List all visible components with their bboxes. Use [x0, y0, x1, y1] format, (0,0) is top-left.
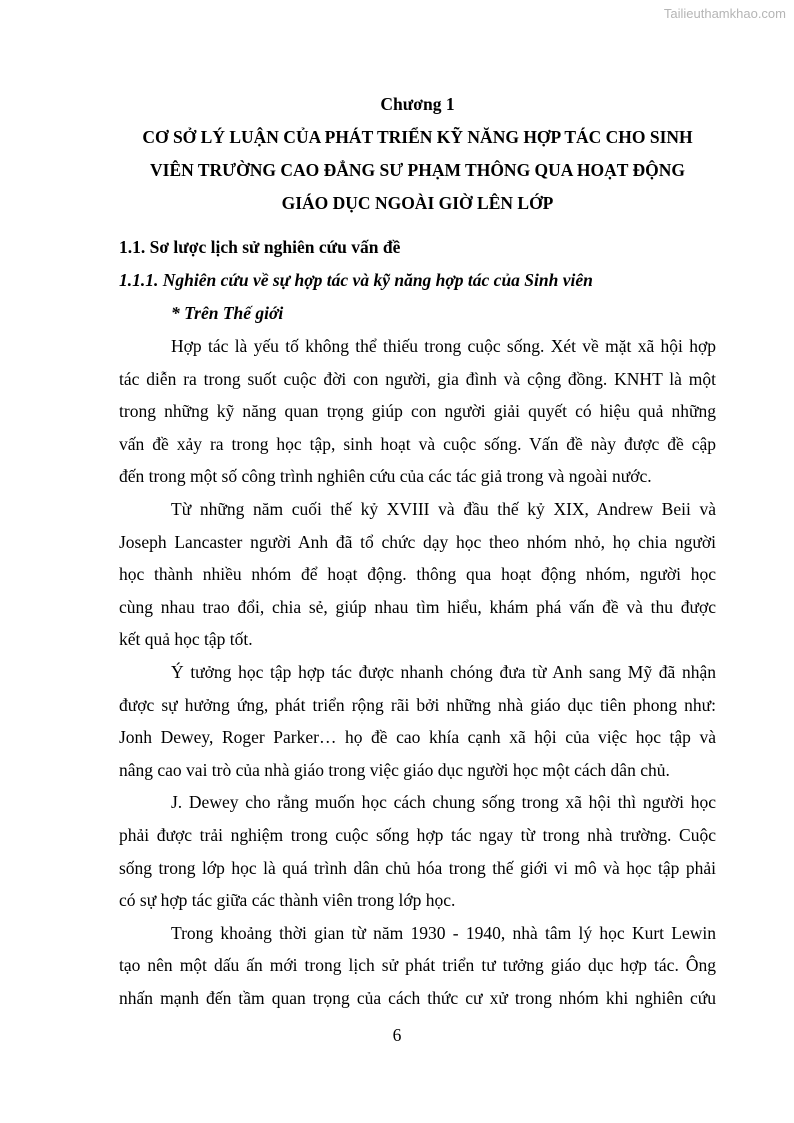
- section-heading: 1.1. Sơ lược lịch sử nghiên cứu vấn đề: [119, 237, 401, 257]
- chapter-label: Chương 1: [380, 94, 455, 114]
- text-line: tạo nên một dấu ấn mới trong lịch sử phát triển tư tưởng giáo dục hợp tác. Ông: [119, 955, 716, 976]
- chapter-title-line: GIÁO DỤC NGOÀI GIỜ LÊN LỚP: [281, 193, 554, 213]
- paragraph: [119, 917, 716, 1015]
- text-line: Trong khoảng thời gian từ năm 1930 - 1940, nhà tâm lý học Kurt Lewin: [171, 922, 716, 943]
- text-line: Jonh Dewey, Roger Parker… họ đề cao khía cạnh xã hội của việc học tập và: [119, 727, 716, 748]
- text-line: có sự hợp tác giữa các thành viên trong lớp học.: [119, 890, 456, 911]
- text-line: Ý tưởng học tập hợp tác được nhanh chóng đưa từ Anh sang Mỹ đã nhận: [171, 661, 716, 682]
- text-line: sống trong lớp học là quá trình dân chủ hóa trong thế giới vi mô và học tập phải: [119, 857, 716, 878]
- text-line: học thành nhiều nhóm để hoạt động. thông qua hoạt động nhóm, người học: [119, 564, 716, 585]
- text-line: kết quả học tập tốt.: [119, 629, 253, 650]
- text-line: Joseph Lancaster người Anh đã tổ chức dạy học theo nhóm nhỏ, họ chia người: [119, 531, 716, 552]
- text-line: J. Dewey cho rằng muốn học cách chung sống trong xã hội thì người học: [171, 792, 716, 813]
- text-line: phải được trải nghiệm trong cuộc sống hợp tác ngay từ trong nhà trường. Cuộc: [119, 824, 716, 845]
- text-line: được sự hưởng ứng, phát triển rộng rãi bởi những nhà giáo dục tiên phong như:: [119, 694, 716, 715]
- paragraph: [119, 493, 716, 656]
- text-line: cùng nhau trao đổi, chia sẻ, giúp nhau tìm hiểu, khám phá vấn đề và thu được: [119, 596, 716, 617]
- paragraph: [119, 656, 716, 786]
- text-line: đến trong một số công trình nghiên cứu của các tác giả trong và ngoài nước.: [119, 466, 652, 487]
- chapter-title-line: CƠ SỞ LÝ LUẬN CỦA PHÁT TRIỂN KỸ NĂNG HỢP TÁC CHO SINH: [142, 127, 693, 147]
- text-line: vấn đề xảy ra trong học tập, sinh hoạt và cuộc sống. Vấn đề này được đề cập: [119, 433, 716, 454]
- paragraph: [119, 330, 716, 493]
- chapter-title-line: VIÊN TRƯỜNG CAO ĐẲNG SƯ PHẠM THÔNG QUA HOẠT ĐỘNG: [150, 160, 685, 180]
- text-line: tác diễn ra trong suốt cuộc đời con người, gia đình và cộng đồng. KNHT là một: [119, 368, 716, 389]
- text-line: nâng cao vai trò của nhà giáo trong việc giáo dục người học một cách dân chủ.: [119, 759, 670, 780]
- text-line: trong những kỹ năng quan trọng giúp con người giải quyết có hiệu quả những: [119, 401, 716, 422]
- paragraph: [119, 786, 716, 916]
- chapter-title: [110, 121, 725, 220]
- text-line: Hợp tác là yếu tố không thể thiếu trong cuộc sống. Xét về mặt xã hội hợp: [171, 336, 716, 356]
- subsection-heading: 1.1.1. Nghiên cứu về sự hợp tác và kỹ năng hợp tác của Sinh viên: [119, 270, 593, 290]
- text-line: Từ những năm cuối thế kỷ XVIII và đầu thế kỷ XIX, Andrew Beii và: [171, 498, 716, 519]
- watermark: Tailieuthamkhao.com: [663, 6, 786, 21]
- document-page: [119, 93, 716, 1014]
- page-number: 6: [392, 1025, 402, 1045]
- subheading: * Trên Thế giới: [171, 303, 284, 323]
- text-line: nhấn mạnh đến tầm quan trọng của cách thức cư xử trong nhóm khi nghiên cứu: [119, 987, 716, 1008]
